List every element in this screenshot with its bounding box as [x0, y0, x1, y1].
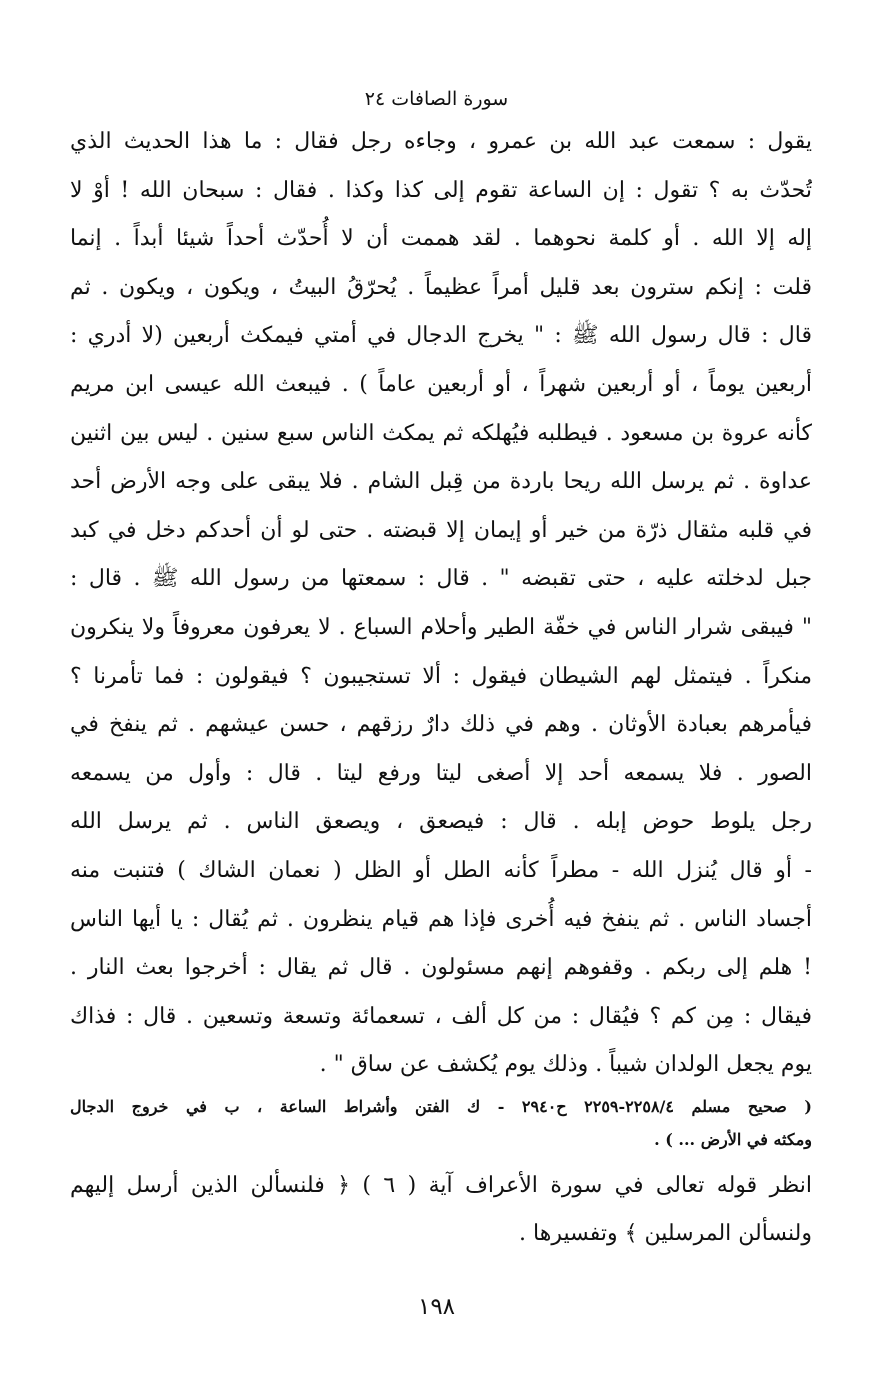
text-line: تُحدّث به ؟ تقول : إن الساعة تقوم إلى كذا وكذا . فقال : سبحان الله ! أوْ لا: [70, 177, 812, 203]
main-text: [70, 118, 812, 1090]
text-line: فيقال : مِن كم ؟ فيُقال : من كل ألف ، تسعمائة وتسعة وتسعين . قال : فذاك: [70, 1003, 812, 1029]
hadith-reference: [70, 1090, 812, 1156]
note-line: انظر قوله تعالى في سورة الأعراف آية ( ٦ ) ﴿ فلنسألن الذين أرسل إليهم: [70, 1173, 812, 1198]
text-line: فيأمرهم بعبادة الأوثان . وهم في ذلك دارٌ رزقهم ، حسن عيشهم . ثم ينفخ في: [70, 712, 812, 738]
running-header: سورة الصافات ٢٤: [364, 88, 509, 110]
text-line: قال : قال رسول الله ﷺ : " يخرج الدجال في أمتي فيمكث أربعين (لا أدري :: [70, 323, 812, 349]
text-line: أربعين يوماً ، أو أربعين شهراً ، أو أربعين عاماً ) . فيبعث الله عيسى ابن مريم: [70, 371, 812, 397]
text-line: جبل لدخلته عليه ، حتى تقبضه " . قال : سمعتها من رسول الله ﷺ . قال :: [70, 566, 812, 592]
note-line: ولنسألن المرسلين ﴾ وتفسيرها .: [519, 1221, 812, 1246]
text-line: في قلبه مثقال ذرّة من خير أو إيمان إلا قبضته . حتى لو أن أحدكم دخل في كبد: [70, 517, 812, 543]
text-line: إله إلا الله . أو كلمة نحوهما . لقد هممت أن لا أُحدّث أحداً شيئا أبداً . إنما: [70, 226, 812, 252]
text-line: الصور . فلا يسمعه أحد إلا أصغى ليتا ورفع ليتا . قال : وأول من يسمعه: [70, 760, 812, 786]
text-line: رجل يلوط حوض إبله . قال : فيصعق ، ويصعق الناس . ثم يرسل الله: [70, 809, 812, 835]
text-line: منكراً . فيتمثل لهم الشيطان فيقول : ألا تستجيبون ؟ فيقولون : فما تأمرنا ؟: [70, 663, 812, 689]
text-line: - أو قال يُنزل الله - مطراً كأنه الطل أو الظل ( نعمان الشاك ) فتنبت منه: [70, 857, 812, 883]
page-number: ١٩٨: [417, 1294, 456, 1320]
text-line: " فيبقى شرار الناس في خفّة الطير وأحلام السباع . لا يعرفون معروفاً ولا ينكرون: [70, 614, 812, 640]
text-line: عداوة . ثم يرسل الله ريحا باردة من قِبل الشام . فلا يبقى على وجه الأرض أحد: [70, 469, 812, 495]
text-line: قلت : إنكم سترون بعد قليل أمراً عظيماً . يُحرّقُ البيتُ ، ويكون ، ويكون . ثم: [70, 274, 812, 300]
reference-line: ( صحيح مسلم ٢٢٥٨/٤-٢٢٥٩ ح٢٩٤٠ - ك الفتن وأشراط الساعة ، ب في خروج الدجال: [70, 1097, 812, 1116]
text-line: يقول : سمعت عبد الله بن عمرو ، وجاءه رجل فقال : ما هذا الحديث الذي: [70, 129, 812, 154]
text-line: يوم يجعل الولدان شيباً . وذلك يوم يُكشف عن ساق " .: [319, 1052, 812, 1078]
text-line: ! هلم إلى ربكم . وقفوهم إنهم مسئولون . قال ثم يقال : أخرجوا بعث النار .: [70, 955, 812, 981]
text-line: كأنه عروة بن مسعود . فيطلبه فيُهلكه ثم يمكث الناس سبع سنين . ليس بين اثنين: [70, 420, 812, 446]
cross-reference-note: [70, 1162, 812, 1258]
text-line: أجساد الناس . ثم ينفخ فيه أُخرى فإذا هم قيام ينظرون . ثم يُقال : يا أيها الناس: [70, 906, 812, 932]
reference-line: ومكثه في الأرض ... ) .: [654, 1130, 812, 1149]
